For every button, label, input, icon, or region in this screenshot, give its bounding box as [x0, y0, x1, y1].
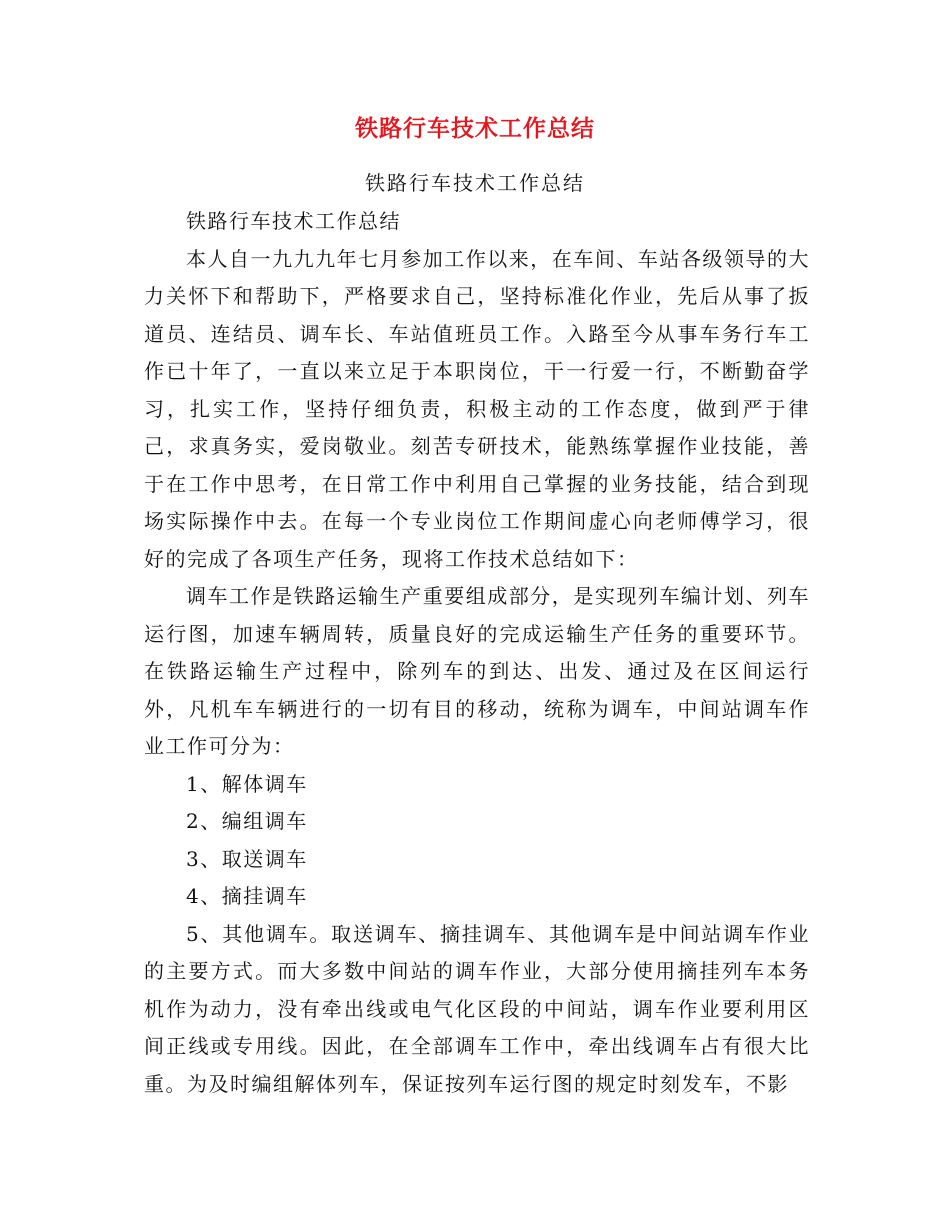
list-item-3: 3、取送调车 [186, 846, 308, 871]
list-item-1: 1、解体调车 [186, 771, 308, 796]
list-item-2: 2、编组调车 [186, 809, 308, 833]
list-item-5: 5、其他调车。取送调车、摘挂调车、其他调车是中间站调车作业的主要方式。而大多数中间站的调车作业，大部分使用摘挂列车本务机作为动力，没有牵出线或电气化区段的中间站，调车作业要利用区间正线或专用线。因此，在全部调车工作中，牵出线调车占有很大比重。为及时编组解体列车，保证按列车运行图的规定时刻发车，不影 [144, 921, 810, 1096]
paragraph-intro: 本人自一九九九年七月参加工作以来，在车间、车站各级领导的大力关怀下和帮助下，严格要求自己，坚持标准化作业，先后从事了扳道员、连结员、调车长、车站值班员工作。入路至今从事车务行车工作已十年了，一直以来立足于本职岗位，干一行爱一行，不断勤奋学习，扎实工作，坚持仔细负责，积极主动的工作态度，做到严于律己，求真务实，爱岗敬业。刻苦专研技术，能熟练掌握作业技能，善于在工作中思考，在日常工作中利用自己掌握的业务技能，结合到现场实际操作中去。在每一个专业岗位工作期间虚心向老师傅学习，很好的完成了各项生产任务，现将工作技术总结如下： [144, 246, 810, 571]
paragraph-shunting: 调车工作是铁路运输生产重要组成部分，是实现列车编计划、列车运行图，加速车辆周转，质量良好的完成运输生产任务的重要环节。在铁路运输生产过程中，除列车的到达、出发、通过及在区间运行外，凡机车车辆进行的一切有目的移动，统称为调车，中间站调车作业工作可分为： [144, 584, 810, 758]
document-body [144, 203, 810, 1103]
paragraph-heading: 铁路行车技术工作总结 [186, 209, 401, 233]
document-title: 铁路行车技术工作总结 [355, 115, 595, 142]
document-subtitle: 铁路行车技术工作总结 [365, 171, 585, 195]
list-item-4: 4、摘挂调车 [186, 884, 308, 908]
